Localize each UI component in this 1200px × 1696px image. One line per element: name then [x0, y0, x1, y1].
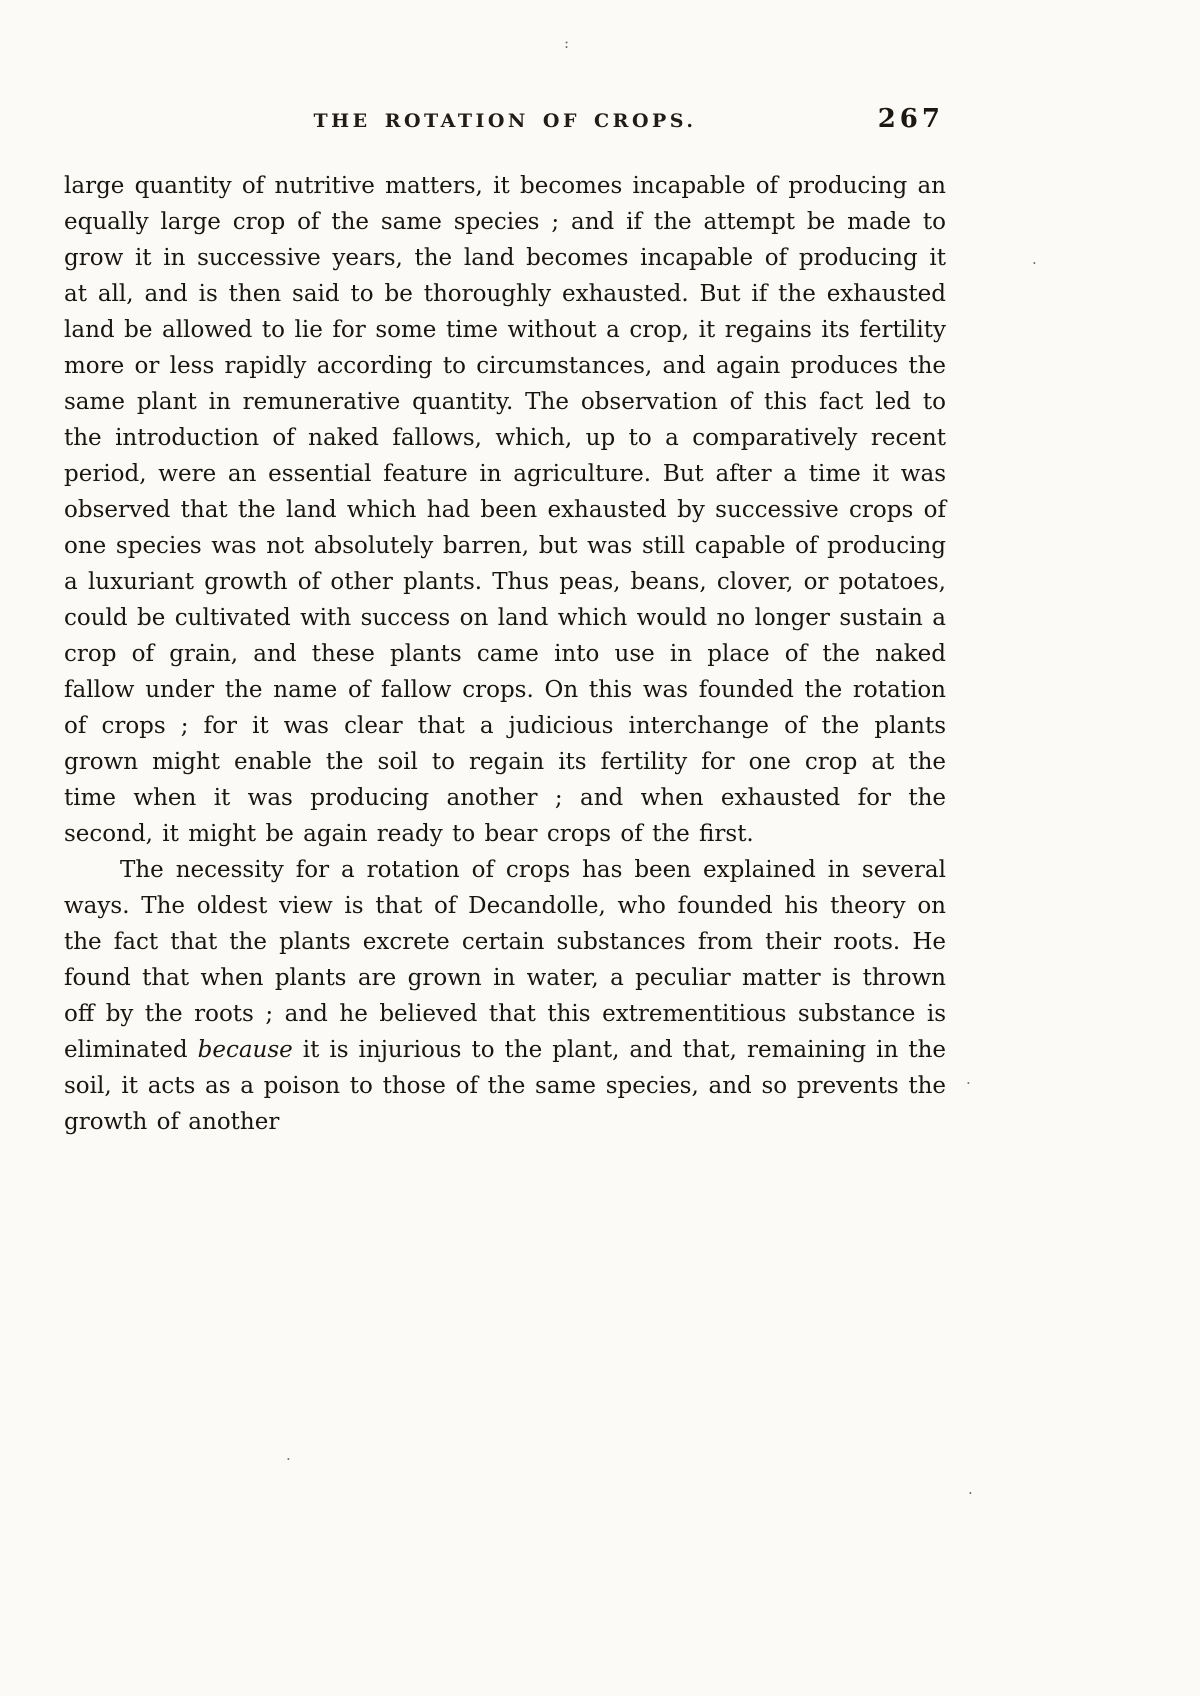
paragraph-1: large quantity of nutritive matters, it becomes incapable of producing an equally large crop of the same species ; and if the attempt be made to grow it in successive years, the land becomes incapable of producing it at all, and is then said to be thoroughly exhausted. But if the exhausted land be allowed to lie for some time without a crop, it regains its fertility more or less rapidly according to circumstances, and again produces the same plant in remunerative quantity. The observation of this fact led to the introduction of naked fallows, which, up to a comparatively recent period, were an essential feature in agriculture. But after a time it was observed that the land which had been exhausted by successive crops of one species was not absolutely barren, but was still capable of producing a luxuriant growth of other plants. Thus peas, beans, clover, or potatoes, could be cultivated with success on land which would no longer sustain a crop of grain, and these plants came into use in place of the naked fallow under the name of fallow crops. On this was founded the rotation of crops ; for it was clear that a judicious interchange of the plants grown might enable the soil to regain its fertility for one crop at the time when it was producing another ; and when exhausted for the second, it might be again ready to bear crops of the first. [64, 173, 946, 847]
text-column [64, 104, 947, 1140]
paragraph-2 [64, 852, 946, 1140]
scan-artifact: . [968, 1480, 973, 1498]
page-body [64, 168, 946, 1140]
scan-artifact: . [966, 1070, 971, 1088]
paragraph-2-text-before: The necessity for a rotation of crops has been explained in several ways. The oldest view is that of Decandolle, who founded his theory on the fact that the plants excrete certain substances from their roots. He found that when plants are grown in water, a peculiar matter is thrown off by the roots ; and he believed that this extrementitious substance is eliminated [64, 857, 946, 1063]
page-number: 267 [877, 104, 944, 134]
scan-artifact: : [564, 34, 570, 52]
scan-artifact: . [1032, 250, 1037, 268]
page-header [64, 104, 946, 134]
running-title: THE ROTATION OF CROPS. [313, 110, 697, 132]
paragraph-2-italic-word: because [197, 1037, 293, 1063]
scan-artifact: . [286, 1446, 291, 1464]
paragraph-2-text-after: it is injurious to the plant, and that, remaining in the soil, it acts as a poison to those of the same species, and so prevents the growth of another [64, 1037, 947, 1135]
